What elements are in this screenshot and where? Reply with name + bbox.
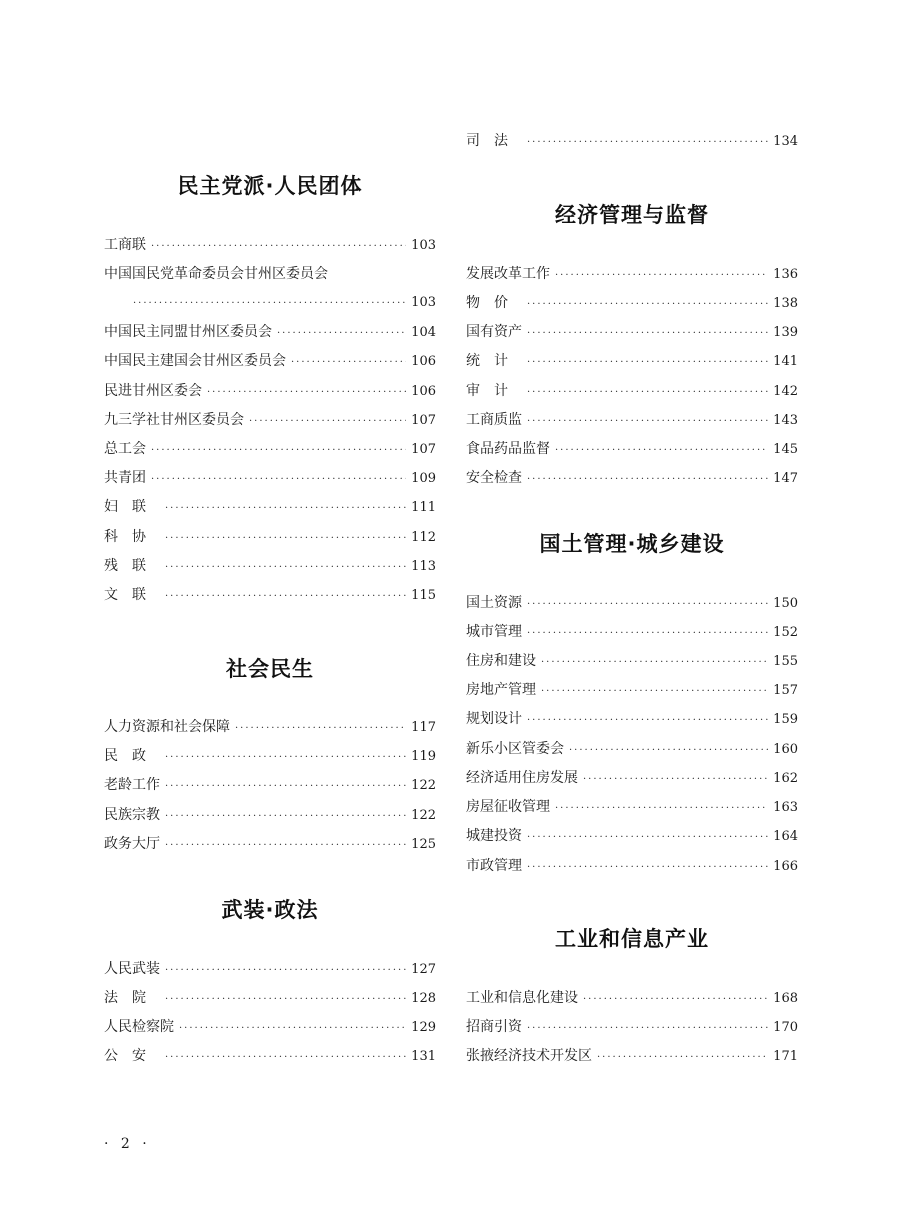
entry-label: 审计 xyxy=(466,383,522,399)
toc-entry-continuation[interactable] xyxy=(104,292,436,314)
entry-page: 166 xyxy=(773,859,798,874)
leader-dots xyxy=(527,323,768,345)
leader-dots xyxy=(527,857,768,879)
entry-label: 房屋征收管理 xyxy=(466,799,550,815)
leader-dots xyxy=(527,623,768,645)
entry-page: 128 xyxy=(411,991,436,1006)
toc-entry[interactable] xyxy=(104,350,436,372)
toc-entry[interactable] xyxy=(104,745,436,767)
leader-dots xyxy=(527,1018,768,1040)
entry-label: 公安 xyxy=(104,1048,160,1064)
entry-label: 共青团 xyxy=(104,470,146,486)
leader-dots xyxy=(151,236,406,258)
leader-dots xyxy=(527,469,768,491)
leader-dots xyxy=(165,498,406,520)
toc-entry[interactable] xyxy=(466,1045,798,1067)
entry-label: 新乐小区管委会 xyxy=(466,741,564,757)
entry-page: 117 xyxy=(411,720,436,735)
entry-page: 134 xyxy=(773,134,798,149)
toc-entry[interactable] xyxy=(466,825,798,847)
section-title: 武装·政法 xyxy=(221,898,319,922)
leader-dots xyxy=(541,681,768,703)
entry-label: 残联 xyxy=(104,558,160,574)
entry-page: 109 xyxy=(411,471,436,486)
toc-entry[interactable] xyxy=(104,1045,436,1067)
toc-entry[interactable] xyxy=(104,321,436,343)
entry-label: 国有资产 xyxy=(466,324,522,340)
entry-page: 104 xyxy=(411,325,436,340)
entry-label: 政务大厅 xyxy=(104,836,160,852)
leader-dots xyxy=(527,594,768,616)
entry-page: 131 xyxy=(411,1049,436,1064)
toc-entry[interactable] xyxy=(466,130,798,152)
entry-page: 139 xyxy=(773,325,798,340)
toc-entry[interactable] xyxy=(466,987,798,1009)
entry-page: 125 xyxy=(411,837,436,852)
entry-label: 统计 xyxy=(466,353,522,369)
section-title: 民主党派·人民团体 xyxy=(177,174,363,198)
entry-label: 经济适用住房发展 xyxy=(466,770,578,786)
entry-label: 文联 xyxy=(104,587,160,603)
leader-dots xyxy=(597,1047,768,1069)
leader-dots xyxy=(527,132,768,154)
leader-dots xyxy=(583,989,768,1011)
leader-dots xyxy=(527,382,768,404)
page-number: · 2 · xyxy=(104,1136,151,1152)
toc-entry[interactable] xyxy=(466,409,798,431)
entry-label: 张掖经济技术开发区 xyxy=(466,1048,592,1064)
entry-page: 145 xyxy=(773,442,798,457)
entry-label: 食品药品监督 xyxy=(466,441,550,457)
leader-dots xyxy=(555,798,768,820)
leader-dots xyxy=(235,718,406,740)
leader-dots xyxy=(165,557,406,579)
entry-page: 113 xyxy=(411,559,436,574)
entry-page: 106 xyxy=(411,384,436,399)
toc-entry[interactable] xyxy=(104,438,436,460)
toc-entry[interactable] xyxy=(466,350,798,372)
leader-dots xyxy=(249,411,406,433)
entry-label: 房地产管理 xyxy=(466,682,536,698)
entry-page: 115 xyxy=(411,588,436,603)
leader-dots xyxy=(555,265,768,287)
toc-entry[interactable] xyxy=(466,738,798,760)
entry-page: 171 xyxy=(773,1049,798,1064)
entry-page: 168 xyxy=(773,991,798,1006)
toc-entry[interactable] xyxy=(466,708,798,730)
leader-dots xyxy=(207,382,406,404)
leader-dots xyxy=(527,352,768,374)
leader-dots xyxy=(151,440,406,462)
toc-entry[interactable] xyxy=(104,716,436,738)
entry-label: 法院 xyxy=(104,990,160,1006)
toc-entry[interactable] xyxy=(104,833,436,855)
toc-entry[interactable] xyxy=(466,1016,798,1038)
entry-label: 国土资源 xyxy=(466,595,522,611)
entry-page: 147 xyxy=(773,471,798,486)
entry-label: 物价 xyxy=(466,295,522,311)
toc-entry[interactable] xyxy=(104,234,436,256)
leader-dots xyxy=(165,776,406,798)
toc-entry[interactable] xyxy=(104,958,436,980)
entry-page: 127 xyxy=(411,962,436,977)
entry-label: 中国民主同盟甘州区委员会 xyxy=(104,324,272,340)
entry-page: 106 xyxy=(411,354,436,369)
toc-entry[interactable] xyxy=(466,263,798,285)
entry-page: 107 xyxy=(411,442,436,457)
entry-page: 142 xyxy=(773,384,798,399)
toc-entry[interactable] xyxy=(466,855,798,877)
entry-label: 工商联 xyxy=(104,237,146,253)
entry-page: 107 xyxy=(411,413,436,428)
entry-page: 143 xyxy=(773,413,798,428)
toc-entry[interactable] xyxy=(466,438,798,460)
entry-label: 老龄工作 xyxy=(104,777,160,793)
toc-entry[interactable] xyxy=(466,796,798,818)
entry-label: 中国民主建国会甘州区委员会 xyxy=(104,353,286,369)
entry-page: 136 xyxy=(773,267,798,282)
toc-entry[interactable] xyxy=(104,555,436,577)
toc-entry[interactable] xyxy=(104,467,436,489)
toc-entry[interactable] xyxy=(104,263,436,285)
entry-label: 妇联 xyxy=(104,499,160,515)
toc-entry[interactable] xyxy=(466,650,798,672)
entry-page: 122 xyxy=(411,808,436,823)
entry-page: 129 xyxy=(411,1020,436,1035)
entry-page: 157 xyxy=(773,683,798,698)
entry-label: 城市管理 xyxy=(466,624,522,640)
toc-entry[interactable] xyxy=(466,380,798,402)
leader-dots xyxy=(151,469,406,491)
entry-page: 122 xyxy=(411,778,436,793)
entry-label: 发展改革工作 xyxy=(466,266,550,282)
toc-entry[interactable] xyxy=(466,467,798,489)
section-title: 经济管理与监督 xyxy=(555,203,709,227)
entry-page: 163 xyxy=(773,800,798,815)
toc-entry[interactable] xyxy=(466,767,798,789)
toc-entry[interactable] xyxy=(104,774,436,796)
leader-dots xyxy=(165,989,406,1011)
entry-label: 人力资源和社会保障 xyxy=(104,719,230,735)
leader-dots xyxy=(527,411,768,433)
leader-dots xyxy=(583,769,768,791)
leader-dots xyxy=(165,960,406,982)
toc-entry[interactable] xyxy=(104,380,436,402)
entry-page: 141 xyxy=(773,354,798,369)
toc-entry[interactable] xyxy=(104,584,436,606)
entry-page: 138 xyxy=(773,296,798,311)
entry-page: 112 xyxy=(411,530,436,545)
entry-page: 160 xyxy=(773,742,798,757)
entry-label: 科协 xyxy=(104,529,160,545)
entry-label: 人民武装 xyxy=(104,961,160,977)
toc-entry[interactable] xyxy=(104,496,436,518)
entry-page: 162 xyxy=(773,771,798,786)
leader-dots xyxy=(165,747,406,769)
leader-dots xyxy=(541,652,768,674)
leader-dots xyxy=(165,806,406,828)
entry-label: 工商质监 xyxy=(466,412,522,428)
leader-dots xyxy=(165,1047,406,1069)
entry-page: 170 xyxy=(773,1020,798,1035)
leader-dots xyxy=(277,323,406,345)
entry-page: 155 xyxy=(773,654,798,669)
entry-label: 总工会 xyxy=(104,441,146,457)
section-title: 国土管理·城乡建设 xyxy=(539,532,725,556)
entry-page: 150 xyxy=(773,596,798,611)
leader-dots xyxy=(291,352,406,374)
entry-label: 司法 xyxy=(466,133,522,149)
toc-entry[interactable] xyxy=(104,526,436,548)
entry-label: 招商引资 xyxy=(466,1019,522,1035)
toc-entry[interactable] xyxy=(104,987,436,1009)
entry-label: 市政管理 xyxy=(466,858,522,874)
leader-dots xyxy=(133,293,406,315)
leader-dots xyxy=(179,1018,406,1040)
toc-entry[interactable] xyxy=(466,292,798,314)
entry-label: 安全检查 xyxy=(466,470,522,486)
entry-page: 159 xyxy=(773,712,798,727)
toc-entry[interactable] xyxy=(466,592,798,614)
toc-entry[interactable] xyxy=(104,804,436,826)
toc-entry[interactable] xyxy=(466,621,798,643)
toc-entry[interactable] xyxy=(104,1016,436,1038)
entry-page: 119 xyxy=(411,749,436,764)
toc-entry[interactable] xyxy=(466,679,798,701)
leader-dots xyxy=(569,740,768,762)
entry-label: 民进甘州区委会 xyxy=(104,383,202,399)
section-title: 工业和信息产业 xyxy=(555,927,709,951)
entry-label: 城建投资 xyxy=(466,828,522,844)
leader-dots xyxy=(527,710,768,732)
toc-entry[interactable] xyxy=(466,321,798,343)
entry-page: 103 xyxy=(411,238,436,253)
entry-label: 住房和建设 xyxy=(466,653,536,669)
entry-label: 民政 xyxy=(104,748,160,764)
leader-dots xyxy=(527,294,768,316)
entry-page: 164 xyxy=(773,829,798,844)
entry-label: 人民检察院 xyxy=(104,1019,174,1035)
entry-page: 111 xyxy=(411,500,436,515)
entry-label: 工业和信息化建设 xyxy=(466,990,578,1006)
entry-page: 152 xyxy=(773,625,798,640)
entry-page: 103 xyxy=(411,295,436,310)
section-title: 社会民生 xyxy=(226,657,314,681)
leader-dots xyxy=(165,528,406,550)
entry-label: 九三学社甘州区委员会 xyxy=(104,412,244,428)
leader-dots xyxy=(555,440,768,462)
leader-dots xyxy=(165,586,406,608)
leader-dots xyxy=(165,835,406,857)
entry-label: 中国国民党革命委员会甘州区委员会 xyxy=(104,266,328,282)
toc-entry[interactable] xyxy=(104,409,436,431)
entry-label: 民族宗教 xyxy=(104,807,160,823)
leader-dots xyxy=(527,827,768,849)
entry-label: 规划设计 xyxy=(466,711,522,727)
